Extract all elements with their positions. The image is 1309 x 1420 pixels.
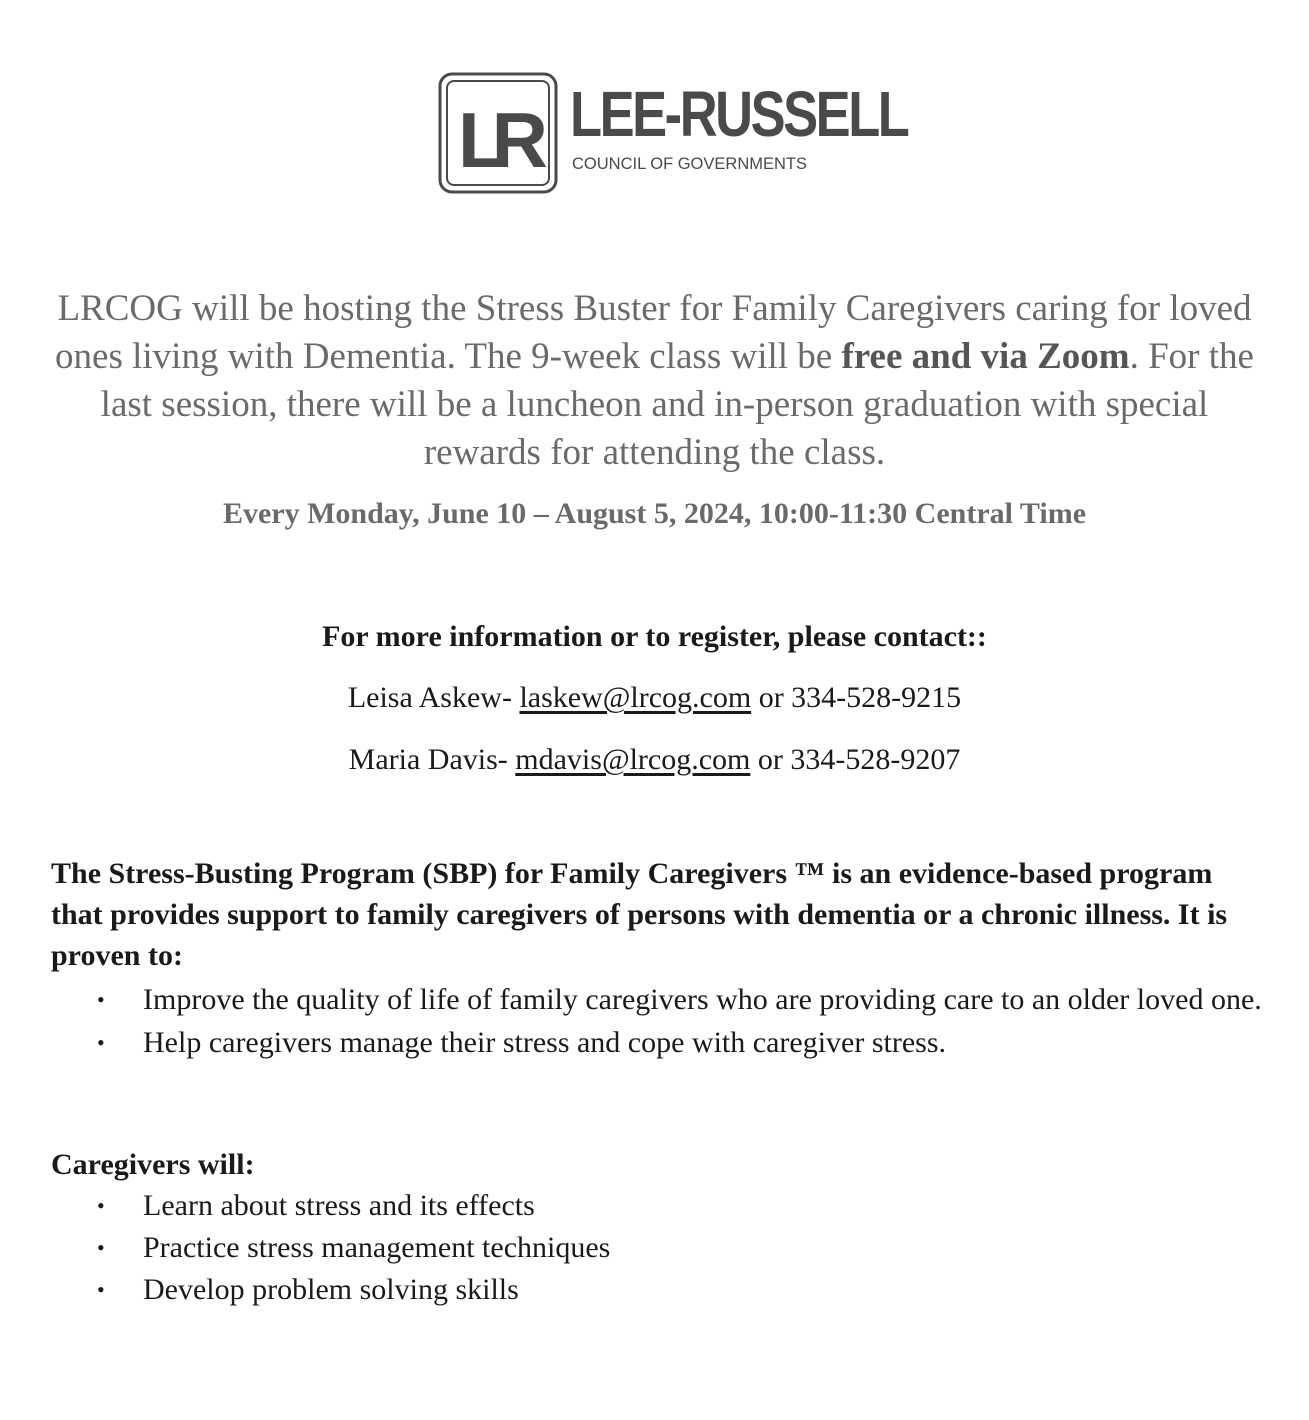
contact-name: Maria Davis- <box>348 743 516 776</box>
list-item-text: Help caregivers manage their stress and cope with caregiver stress. <box>143 1026 947 1059</box>
contact-email-link[interactable]: mdavis@lrcog.com <box>515 743 751 776</box>
list-item <box>0 1185 1309 1227</box>
proven-benefits-list <box>0 979 1309 1063</box>
contact-heading: For more information or to register, please contact:: <box>322 620 987 653</box>
caregivers-will-heading: Caregivers will: <box>51 1148 255 1181</box>
bullet-icon: • <box>97 987 105 1012</box>
intro-bold-text: free and via Zoom <box>841 336 1130 377</box>
list-item-text: Improve the quality of life of family caregivers who are providing care to an older loved one. <box>143 983 1262 1016</box>
contact-email-link[interactable]: laskew@lrcog.com <box>519 681 752 714</box>
intro-text-1: LRCOG will be hosting the Stress Buster for Family Caregivers caring for loved ones living with Dementia. The 9-week class will be <box>55 288 1252 377</box>
contact-name: Leisa Askew- <box>347 681 520 714</box>
lrcog-logo <box>438 72 908 194</box>
logo-name: LEE-RUSSELL <box>570 78 908 150</box>
contact-phone: or 334-528-9207 <box>750 743 961 776</box>
intro-paragraph <box>40 285 1269 477</box>
logo-subtitle: COUNCIL OF GOVERNMENTS <box>572 155 807 173</box>
bullet-icon: • <box>97 1277 105 1302</box>
contact-phone: or 334-528-9215 <box>751 681 962 714</box>
list-item-text: Develop problem solving skills <box>143 1273 519 1306</box>
schedule-line: Every Monday, June 10 – August 5, 2024, 10:00-11:30 Central Time <box>222 497 1087 530</box>
caregivers-will-list <box>0 1185 1309 1311</box>
contact-line <box>40 740 1269 780</box>
list-item <box>0 1269 1309 1311</box>
list-item <box>0 1227 1309 1269</box>
list-item <box>0 979 1309 1020</box>
logo-mark-letters: LR <box>458 96 534 184</box>
bullet-icon: • <box>97 1235 105 1260</box>
list-item-text: Practice stress management techniques <box>143 1231 611 1264</box>
bullet-icon: • <box>97 1193 105 1218</box>
bullet-icon: • <box>97 1030 105 1055</box>
list-item-text: Learn about stress and its effects <box>143 1189 535 1222</box>
contact-line <box>40 678 1269 718</box>
list-item <box>0 1022 1309 1063</box>
intro-text-2: . For the last session, there will be a luncheon and in-person graduation with special rewards for attending the class. <box>100 336 1254 473</box>
lr-logo-mark <box>438 72 558 194</box>
program-description: The Stress-Busting Program (SBP) for Family Caregivers ™ is an evidence-based program that provides support to family caregivers of persons with dementia or a chronic illness. It is proven to: <box>51 857 1228 972</box>
